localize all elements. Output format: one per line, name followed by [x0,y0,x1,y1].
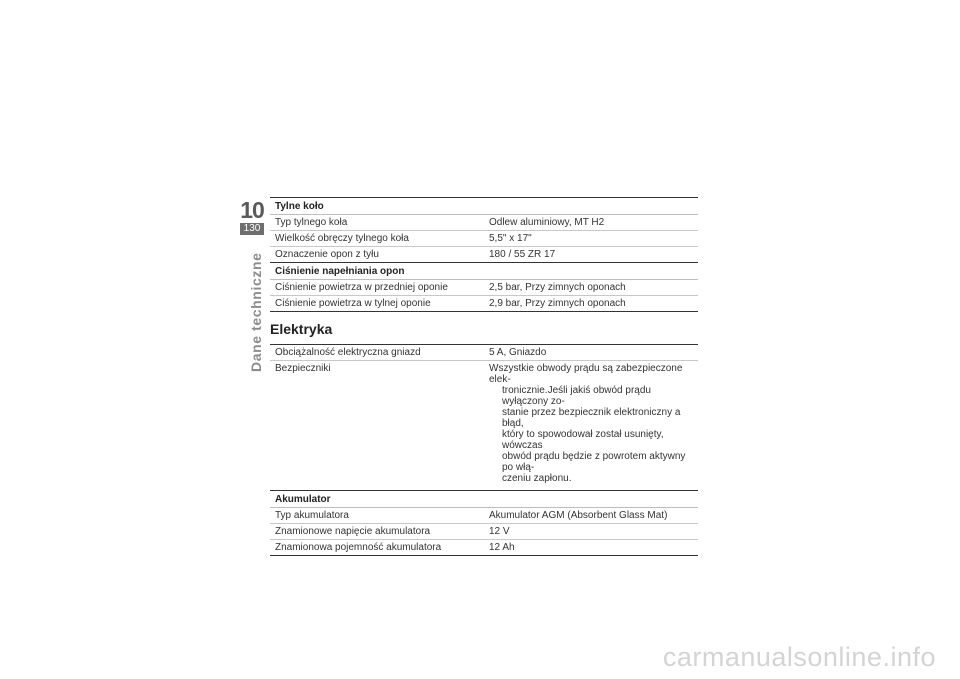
table-row [270,508,698,524]
table-row [270,345,698,361]
chapter-title: Dane techniczne [248,252,264,372]
row-value: 12 V [489,526,510,537]
row-label: Oznaczenie opon z tyłu [275,249,379,260]
row-value: 2,9 bar, Przy zimnych oponach [489,298,626,309]
fuse-text-line: który to spowodował został usunięty, wówczas [502,429,664,451]
table-row [270,280,698,296]
row-label: Bezpieczniki [275,363,331,374]
chapter-tab [240,198,264,238]
row-value: Odlew aluminiowy, MT H2 [489,217,605,228]
table-row [270,296,698,312]
table-row [270,361,698,486]
row-label: Obciążalność elektryczna gniazd [275,347,421,358]
row-label: Typ akumulatora [275,510,349,521]
row-value: 5 A, Gniazdo [489,347,547,358]
section-heading-battery: Akumulator [270,491,698,508]
row-value: 5,5" x 17" [489,233,532,244]
chapter-number: 10 [240,197,264,223]
table-row [270,231,698,247]
row-value-fuses [484,361,698,486]
table-row [270,524,698,540]
row-label: Znamionowe napięcie akumulatora [275,526,431,537]
fuse-text-line: tronicznie.Jeśli jakiś obwód prądu wyłączony zo- [502,385,651,407]
row-label: Ciśnienie powietrza w tylnej oponie [275,298,431,309]
row-value: 2,5 bar, Przy zimnych oponach [489,282,626,293]
row-label: Typ tylnego koła [275,217,348,228]
table-row [270,247,698,263]
fuse-text-line: stanie przez bezpiecznik elektroniczny a błąd, [502,407,681,429]
fuse-text-line: Wszystkie obwody prądu są zabezpieczone elek- [489,363,683,385]
table-row [270,540,698,556]
page-number: 130 [240,223,264,235]
section-heading-rear-wheel: Tylne koło [270,197,698,215]
section-title-electrics: Elektryka [270,321,333,337]
row-label: Ciśnienie powietrza w przedniej oponie [275,282,448,293]
row-label: Wielkość obręczy tylnego koła [275,233,409,244]
table-row [270,215,698,231]
row-value: 12 Ah [489,542,515,553]
watermark: carmanualsonline.info [662,642,936,672]
row-label: Znamionowa pojemność akumulatora [275,542,442,553]
fuse-text-line: czeniu zapłonu. [502,473,572,484]
row-value: 180 / 55 ZR 17 [489,249,556,260]
spec-content [270,197,698,556]
section-heading-tire-pressure: Ciśnienie napełniania opon [270,263,698,280]
fuse-text-line: obwód prądu będzie z powrotem aktywny po włą- [502,451,686,473]
row-value: Akumulator AGM (Absorbent Glass Mat) [489,510,668,521]
